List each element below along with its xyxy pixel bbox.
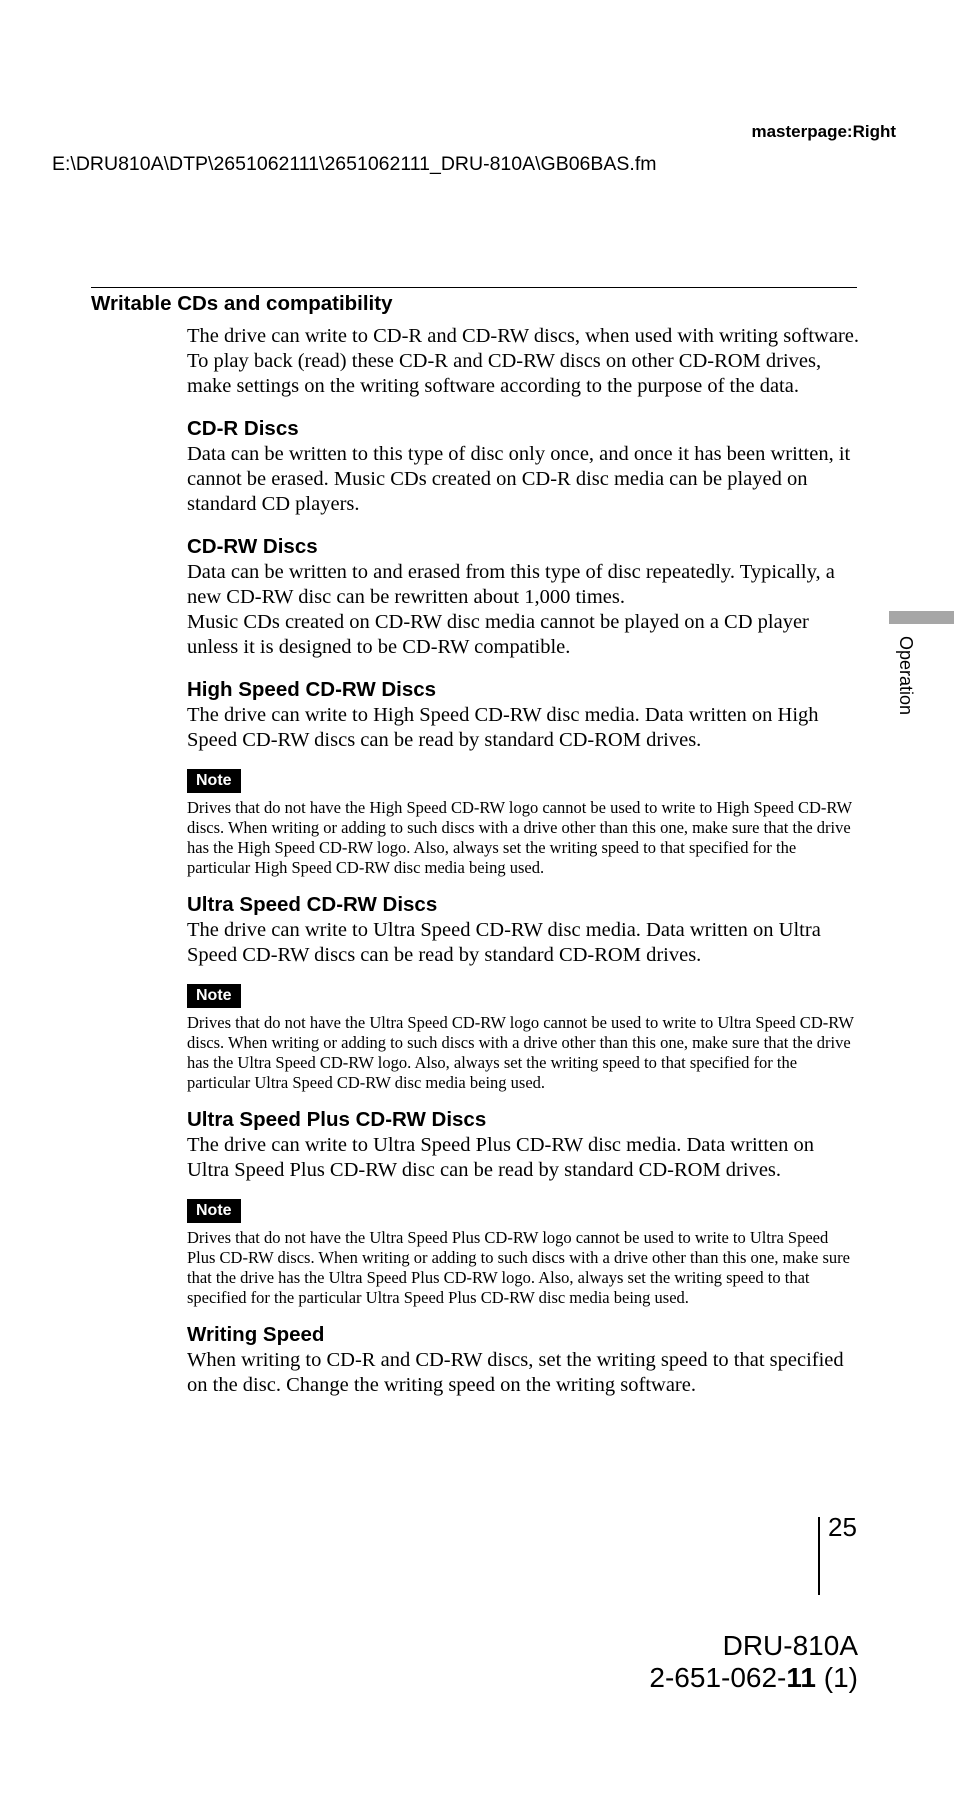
main-content (187, 324, 859, 1415)
note-badge: Note (187, 1199, 241, 1223)
document-code (649, 1662, 858, 1694)
page-number-rule (818, 1517, 820, 1595)
writing-speed-block (187, 1322, 859, 1398)
high-speed-paragraph: The drive can write to High Speed CD-RW disc media. Data written on High Speed CD-RW discs can be read by standard CD-ROM drives. (187, 704, 819, 751)
intro-paragraph: To play back (read) these CD-R and CD-RW discs on other CD-ROM drives, make settings on the writing software according to the purpose of the data. (187, 350, 822, 397)
section-rule (91, 287, 857, 288)
writing-speed-heading: Writing Speed (187, 1323, 325, 1346)
ultra-speed-paragraph: The drive can write to Ultra Speed CD-RW disc media. Data written on Ultra Speed CD-RW discs can be read by standard CD-ROM drives. (187, 919, 821, 966)
code-revision: 11 (786, 1662, 816, 1693)
model-name: DRU-810A (722, 1630, 858, 1661)
intro-paragraph: The drive can write to CD-R and CD-RW discs, when used with writing software. (187, 325, 860, 347)
high-speed-heading: High Speed CD-RW Discs (187, 678, 437, 701)
file-path: E:\DRU810A\DTP\2651062111\2651062111_DRU-810A\GB06BAS.fm (52, 153, 657, 175)
high-speed-note (187, 769, 859, 878)
side-tab (895, 636, 919, 720)
cdrw-paragraph: Data can be written to and erased from this type of disc repeatedly. Typically, a new CD-RW disc can be rewritten about 1,000 times. (187, 561, 835, 608)
code-suffix: (1) (816, 1662, 858, 1693)
masterpage-label: masterpage:Right (751, 122, 896, 141)
cdrw-block (187, 534, 859, 660)
ultra-speed-plus-heading: Ultra Speed Plus CD-RW Discs (187, 1108, 487, 1131)
note-text: Drives that do not have the High Speed CD-RW logo cannot be used to write to High Speed CD-RW discs. When writing or adding to such discs with a drive other than this one, make sure that the drive has the High Speed CD-RW logo. Also, always set the writing speed to that specified for the particular High Speed CD-RW disc media being used. (187, 798, 852, 877)
section-title: Writable CDs and compatibility (91, 292, 393, 315)
cdr-paragraph: Data can be written to this type of disc only once, and once it has been written, it cannot be erased. Music CDs created on CD-R disc media can be played on standard CD players. (187, 443, 851, 515)
writing-speed-paragraph: When writing to CD-R and CD-RW discs, set the writing speed to that specified on the disc. Change the writing speed on the writing software. (187, 1349, 844, 1396)
ultra-speed-plus-note (187, 1199, 859, 1308)
intro-block (187, 324, 859, 399)
ultra-speed-plus-block (187, 1107, 859, 1183)
side-tab-label: Operation (896, 636, 916, 716)
side-tab-bar (889, 611, 954, 624)
cdrw-heading: CD-RW Discs (187, 535, 318, 558)
note-text: Drives that do not have the Ultra Speed CD-RW logo cannot be used to write to Ultra Speed CD-RW discs. When writing or adding to such discs with a drive other than this one, make sure that the drive has the Ultra Speed CD-RW logo. Also, always set the writing speed to that specified for the particular Ultra Speed CD-RW disc media being used. (187, 1013, 854, 1092)
high-speed-block (187, 677, 859, 753)
ultra-speed-note (187, 984, 859, 1093)
cdr-block (187, 416, 859, 517)
ultra-speed-block (187, 892, 859, 968)
code-prefix: 2-651-062- (649, 1662, 787, 1693)
note-badge: Note (187, 769, 241, 793)
ultra-speed-plus-paragraph: The drive can write to Ultra Speed Plus CD-RW disc media. Data written on Ultra Speed Plus CD-RW disc can be read by standard CD-ROM drives. (187, 1134, 815, 1181)
page-number: 25 (828, 1512, 857, 1542)
cdr-heading: CD-R Discs (187, 417, 299, 440)
ultra-speed-heading: Ultra Speed CD-RW Discs (187, 893, 438, 916)
note-text: Drives that do not have the Ultra Speed Plus CD-RW logo cannot be used to write to Ultra Speed Plus CD-RW discs. When writing or adding to such discs with a drive other than this one, make sure that the drive has the Ultra Speed Plus CD-RW logo. Also, always set the writing speed to that specified for the particular Ultra Speed Plus CD-RW disc media being used. (187, 1228, 850, 1307)
note-badge: Note (187, 984, 241, 1008)
cdrw-paragraph: Music CDs created on CD-RW disc media cannot be played on a CD player unless it is designed to be CD-RW compatible. (187, 611, 809, 658)
